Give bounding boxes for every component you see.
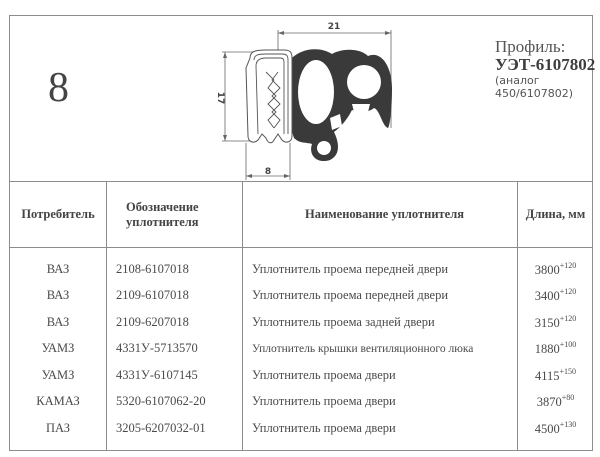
profile-analog bbox=[495, 74, 595, 102]
table-row bbox=[10, 309, 593, 336]
analog-line-1: (аналог bbox=[495, 73, 540, 87]
cell-length bbox=[518, 283, 594, 310]
cell-consumer: ПАЗ bbox=[45, 420, 70, 435]
cell-name: Уплотнитель проема двери bbox=[243, 389, 518, 416]
length-tolerance: +130 bbox=[559, 419, 577, 429]
length-value: 4115 bbox=[534, 368, 560, 383]
cell-designation: 4331У-5713570 bbox=[107, 336, 243, 363]
profile-code: УЭТ-6107802 bbox=[495, 54, 596, 74]
header-length: Длина, мм bbox=[518, 182, 594, 248]
length-tolerance: +80 bbox=[561, 393, 575, 403]
dim-width-total: 21 bbox=[327, 22, 341, 32]
length-tolerance: +120 bbox=[559, 287, 577, 297]
table-row bbox=[10, 336, 593, 363]
dim-width-base: 8 bbox=[264, 167, 272, 177]
cell-designation: 2109-6107018 bbox=[107, 283, 243, 310]
table-row bbox=[10, 389, 593, 416]
cell-designation: 3205-6207032-01 bbox=[107, 415, 243, 450]
cell-consumer: УАМЗ bbox=[41, 367, 75, 382]
profile-header-area bbox=[10, 16, 596, 182]
table-row bbox=[10, 415, 593, 450]
table-row bbox=[10, 283, 593, 310]
cell-name: Уплотнитель проема двери bbox=[243, 415, 518, 450]
length-value: 3800 bbox=[534, 262, 560, 277]
cell-name: Уплотнитель крышки вентиляционного люка bbox=[243, 336, 518, 363]
cell-designation: 5320-6107062-20 bbox=[107, 389, 243, 416]
length-value: 1880 bbox=[534, 342, 560, 357]
header-designation: Обозначение уплотнителя bbox=[107, 182, 243, 248]
spec-sheet-frame bbox=[9, 15, 596, 451]
cell-length bbox=[518, 336, 594, 363]
length-value: 4500 bbox=[534, 421, 560, 436]
cell-designation: 2109-6207018 bbox=[107, 309, 243, 336]
length-tolerance: +120 bbox=[559, 313, 577, 323]
cell-consumer: УАМЗ bbox=[41, 341, 75, 356]
cell-length bbox=[518, 248, 594, 283]
table-row bbox=[10, 362, 593, 389]
header-consumer: Потребитель bbox=[10, 182, 107, 248]
cell-name: Уплотнитель проема задней двери bbox=[243, 309, 518, 336]
cell-length bbox=[518, 389, 594, 416]
length-tolerance: +150 bbox=[559, 366, 577, 376]
length-value: 3400 bbox=[534, 289, 560, 304]
header-name: Наименование уплотнителя bbox=[243, 182, 518, 248]
length-value: 3870 bbox=[536, 395, 562, 410]
length-value: 3150 bbox=[534, 315, 560, 330]
cell-consumer: КАМАЗ bbox=[36, 394, 80, 409]
profile-info bbox=[495, 38, 595, 101]
cell-name: Уплотнитель проема передней двери bbox=[243, 248, 518, 283]
cell-designation: 2108-6107018 bbox=[107, 248, 243, 283]
cell-length bbox=[518, 415, 594, 450]
cell-consumer: ВАЗ bbox=[46, 314, 70, 329]
table-row bbox=[10, 248, 593, 283]
item-number: 8 bbox=[48, 65, 69, 111]
cell-consumer: ВАЗ bbox=[46, 261, 70, 276]
cell-length bbox=[518, 309, 594, 336]
length-tolerance: +120 bbox=[559, 260, 577, 270]
seal-profile-drawing bbox=[210, 18, 400, 182]
cell-consumer: ВАЗ bbox=[46, 288, 70, 303]
cell-length bbox=[518, 362, 594, 389]
profile-label: Профиль: bbox=[495, 37, 566, 56]
dim-height: 17 bbox=[215, 91, 225, 105]
length-tolerance: +100 bbox=[559, 340, 577, 350]
seal-applications-table bbox=[10, 182, 593, 450]
analog-line-2: 450/6107802) bbox=[495, 87, 573, 101]
cell-designation: 4331У-6107145 bbox=[107, 362, 243, 389]
table-header-row bbox=[10, 182, 593, 248]
cell-name: Уплотнитель проема передней двери bbox=[243, 283, 518, 310]
cell-name: Уплотнитель проема двери bbox=[243, 362, 518, 389]
